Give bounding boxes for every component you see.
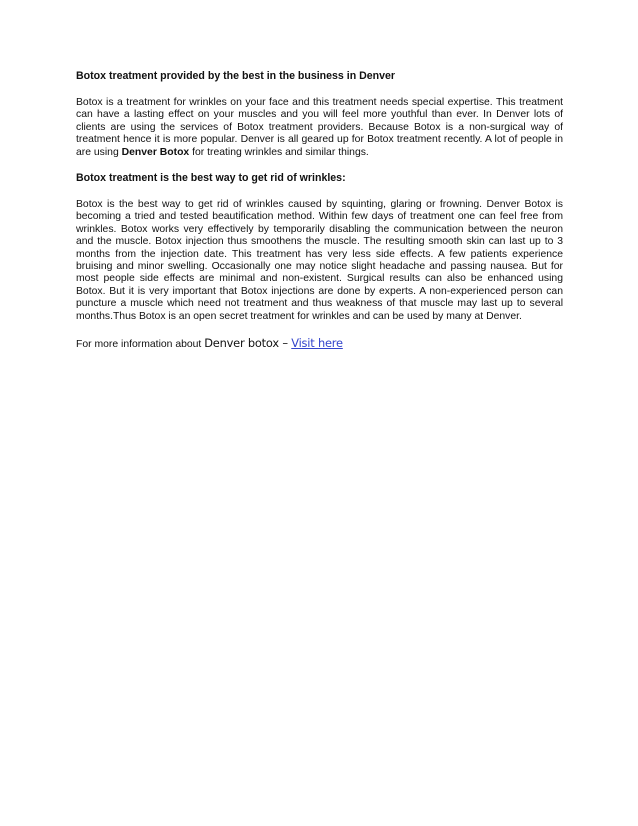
intro-text-end: for treating wrinkles and similar things. (189, 146, 369, 158)
document-title: Botox treatment provided by the best in the business in Denver (76, 70, 396, 82)
intro-paragraph (76, 97, 563, 159)
body-paragraph: Botox is the best way to get rid of wrinkles caused by squinting, glaring or frowning. Denver Botox is becoming a tried and tested beautification method. Within few days of treatment one can feel free from wrinkles. Botox works very effectively by temporarily disabling the communication between the neuron and the muscle. Botox injection thus smoothens the muscle. The resulting smooth skin can last up to 3 months from the injection date. This treatment has very less side effects. A few patients experience bruising and minor swelling. Occasionally one may notice slight headache and passing nausea. But for most people side effects are minimal and non-existent. Surgical results can also be enhanced using Botox. But it is very important that Botox injections are done by experts. A non-experienced person can puncture a muscle which need not treatment and thus weakness of that muscle may last up to several months.Thus Botox is an open secret treatment for wrinkles and can be used by many at Denver. (76, 199, 563, 322)
more-info-prefix: For more information about (76, 339, 205, 351)
document-page (76, 70, 563, 352)
intro-bold-keyword: Denver Botox (121, 146, 190, 158)
more-info-keyword: Denver botox (204, 336, 279, 351)
section-subheading: Botox treatment is the best way to get rid of wrinkles: (76, 172, 346, 185)
intro-text: Botox is a treatment for wrinkles on your face and this treatment needs special expertise. This treatment can have a lasting effect on your muscles and you will feel more youthful than ever. In Denver lots of clients are using the services of Botox treatment providers. Because Botox is a non-surgical way of treatment hence it is more popular. Denver is all geared up for Botox treatment recently. A lot of people in are using (76, 97, 563, 158)
more-info-line (76, 336, 563, 352)
more-info-dash: – (278, 336, 292, 351)
visit-here-link[interactable]: Visit here (291, 336, 343, 351)
